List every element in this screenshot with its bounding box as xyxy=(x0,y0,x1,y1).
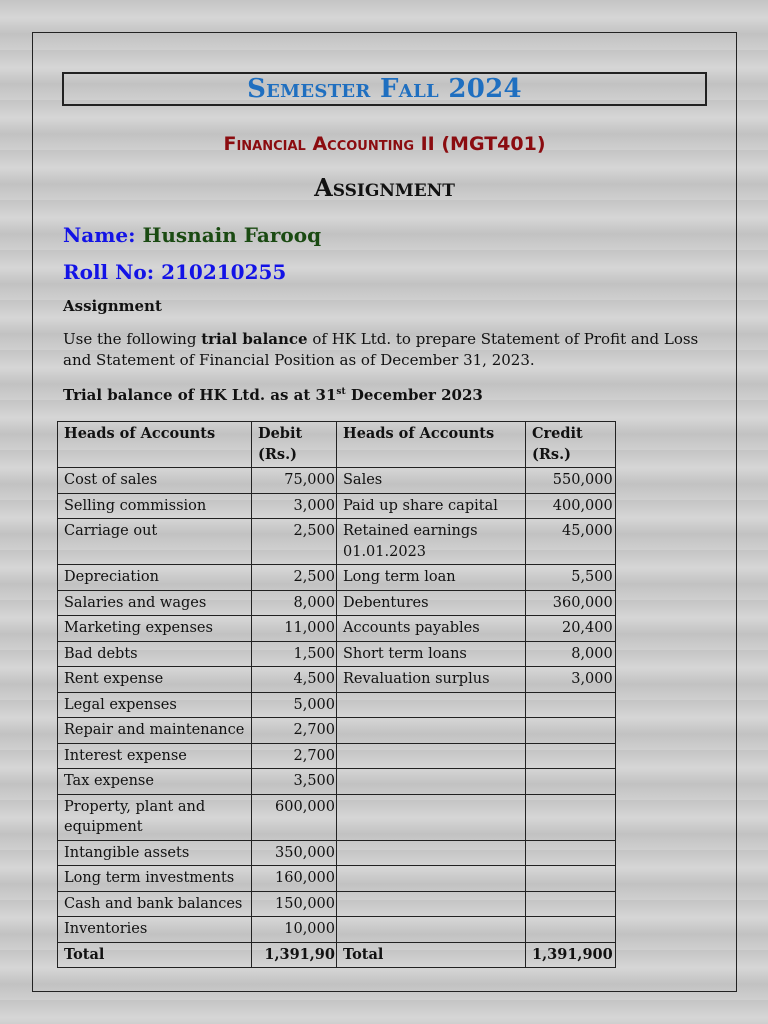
account-debit-cell: Marketing expenses xyxy=(58,616,252,642)
table-total-row xyxy=(58,942,616,968)
header-heads-of-accounts-debit: Heads of Accounts xyxy=(58,422,252,468)
credit-amount-cell xyxy=(526,769,616,795)
header-credit: Credit (Rs.) xyxy=(526,422,616,468)
instruction-paragraph xyxy=(63,329,713,371)
account-credit-cell: Sales xyxy=(337,468,526,494)
trial-balance-title xyxy=(63,386,483,404)
account-credit-cell xyxy=(337,891,526,917)
total-debit: 1,391,90 xyxy=(252,942,337,968)
credit-amount-cell: 360,000 xyxy=(526,590,616,616)
table-row xyxy=(58,891,616,917)
account-debit-cell: Inventories xyxy=(58,917,252,943)
table-row xyxy=(58,840,616,866)
credit-amount-cell: 3,000 xyxy=(526,667,616,693)
debit-amount-cell: 2,500 xyxy=(252,565,337,591)
account-credit-cell xyxy=(337,866,526,892)
table-row xyxy=(58,769,616,795)
account-debit-cell: Bad debts xyxy=(58,641,252,667)
debit-amount-cell: 2,500 xyxy=(252,519,337,565)
document-page xyxy=(32,32,737,992)
total-label-debit: Total xyxy=(58,942,252,968)
header-debit: Debit (Rs.) xyxy=(252,422,337,468)
trial-balance-table xyxy=(57,421,616,968)
table-row xyxy=(58,519,616,565)
credit-amount-cell: 550,000 xyxy=(526,468,616,494)
table-row xyxy=(58,565,616,591)
roll-label: Roll No: xyxy=(63,260,155,284)
credit-amount-cell xyxy=(526,866,616,892)
debit-amount-cell: 3,500 xyxy=(252,769,337,795)
name-label: Name: xyxy=(63,223,136,247)
table-row xyxy=(58,590,616,616)
table-row xyxy=(58,641,616,667)
debit-amount-cell: 150,000 xyxy=(252,891,337,917)
roll-value: 210210255 xyxy=(161,260,287,284)
credit-amount-cell: 8,000 xyxy=(526,641,616,667)
table-row xyxy=(58,667,616,693)
credit-amount-cell xyxy=(526,794,616,840)
account-credit-cell: Short term loans xyxy=(337,641,526,667)
account-debit-cell: Long term investments xyxy=(58,866,252,892)
credit-amount-cell xyxy=(526,840,616,866)
credit-amount-cell xyxy=(526,718,616,744)
tb-title-pre: Trial balance of HK Ltd. as at 31 xyxy=(63,386,337,404)
credit-amount-cell: 5,500 xyxy=(526,565,616,591)
name-value: Husnain Farooq xyxy=(142,223,322,247)
para-text-pre: Use the following xyxy=(63,330,202,348)
table-row xyxy=(58,468,616,494)
debit-amount-cell: 160,000 xyxy=(252,866,337,892)
debit-amount-cell: 11,000 xyxy=(252,616,337,642)
account-debit-cell: Rent expense xyxy=(58,667,252,693)
account-debit-cell: Cost of sales xyxy=(58,468,252,494)
account-debit-cell: Property, plant and equipment xyxy=(58,794,252,840)
account-debit-cell: Depreciation xyxy=(58,565,252,591)
account-debit-cell: Legal expenses xyxy=(58,692,252,718)
account-credit-cell: Paid up share capital xyxy=(337,493,526,519)
table-row xyxy=(58,794,616,840)
para-text-bold: trial balance xyxy=(201,330,308,348)
table-row xyxy=(58,743,616,769)
account-credit-cell xyxy=(337,718,526,744)
debit-amount-cell: 5,000 xyxy=(252,692,337,718)
table-row xyxy=(58,866,616,892)
credit-amount-cell: 400,000 xyxy=(526,493,616,519)
roll-number-line xyxy=(63,260,286,284)
debit-amount-cell: 4,500 xyxy=(252,667,337,693)
account-debit-cell: Salaries and wages xyxy=(58,590,252,616)
total-label-credit: Total xyxy=(337,942,526,968)
tb-title-sup: st xyxy=(336,387,346,397)
section-heading: Assignment xyxy=(63,297,162,315)
credit-amount-cell xyxy=(526,891,616,917)
account-debit-cell: Selling commission xyxy=(58,493,252,519)
table-row xyxy=(58,616,616,642)
account-credit-cell xyxy=(337,794,526,840)
table-row xyxy=(58,718,616,744)
account-credit-cell xyxy=(337,917,526,943)
credit-amount-cell xyxy=(526,917,616,943)
debit-amount-cell: 8,000 xyxy=(252,590,337,616)
account-debit-cell: Carriage out xyxy=(58,519,252,565)
account-credit-cell: Debentures xyxy=(337,590,526,616)
account-credit-cell xyxy=(337,743,526,769)
account-credit-cell xyxy=(337,692,526,718)
semester-banner xyxy=(62,72,707,106)
para-text-post: of HK Ltd. to prepare Statement of Profit and Loss and Statement of Financial Position as of December 31, 2023. xyxy=(63,330,699,369)
credit-amount-cell xyxy=(526,743,616,769)
account-debit-cell: Cash and bank balances xyxy=(58,891,252,917)
document-title: Assignment xyxy=(314,173,455,202)
table-row xyxy=(58,692,616,718)
account-debit-cell: Intangible assets xyxy=(58,840,252,866)
debit-amount-cell: 2,700 xyxy=(252,743,337,769)
account-credit-cell: Accounts payables xyxy=(337,616,526,642)
account-debit-cell: Tax expense xyxy=(58,769,252,795)
debit-amount-cell: 3,000 xyxy=(252,493,337,519)
student-name-line xyxy=(63,223,321,247)
account-debit-cell: Interest expense xyxy=(58,743,252,769)
course-title: Financial Accounting II (MGT401) xyxy=(223,133,546,155)
table-row xyxy=(58,493,616,519)
header-heads-of-accounts-credit: Heads of Accounts xyxy=(337,422,526,468)
account-credit-cell xyxy=(337,769,526,795)
account-debit-cell: Repair and maintenance xyxy=(58,718,252,744)
credit-amount-cell xyxy=(526,692,616,718)
debit-amount-cell: 1,500 xyxy=(252,641,337,667)
table-row xyxy=(58,917,616,943)
account-credit-cell: Revaluation surplus xyxy=(337,667,526,693)
tb-title-post: December 2023 xyxy=(345,386,483,404)
account-credit-cell: Retained earnings 01.01.2023 xyxy=(337,519,526,565)
debit-amount-cell: 2,700 xyxy=(252,718,337,744)
semester-title: Semester Fall 2024 xyxy=(247,74,522,104)
account-credit-cell xyxy=(337,840,526,866)
account-credit-cell: Long term loan xyxy=(337,565,526,591)
credit-amount-cell: 20,400 xyxy=(526,616,616,642)
debit-amount-cell: 10,000 xyxy=(252,917,337,943)
credit-amount-cell: 45,000 xyxy=(526,519,616,565)
debit-amount-cell: 75,000 xyxy=(252,468,337,494)
debit-amount-cell: 350,000 xyxy=(252,840,337,866)
debit-amount-cell: 600,000 xyxy=(252,794,337,840)
table-header-row xyxy=(58,422,616,468)
total-credit: 1,391,900 xyxy=(526,942,616,968)
